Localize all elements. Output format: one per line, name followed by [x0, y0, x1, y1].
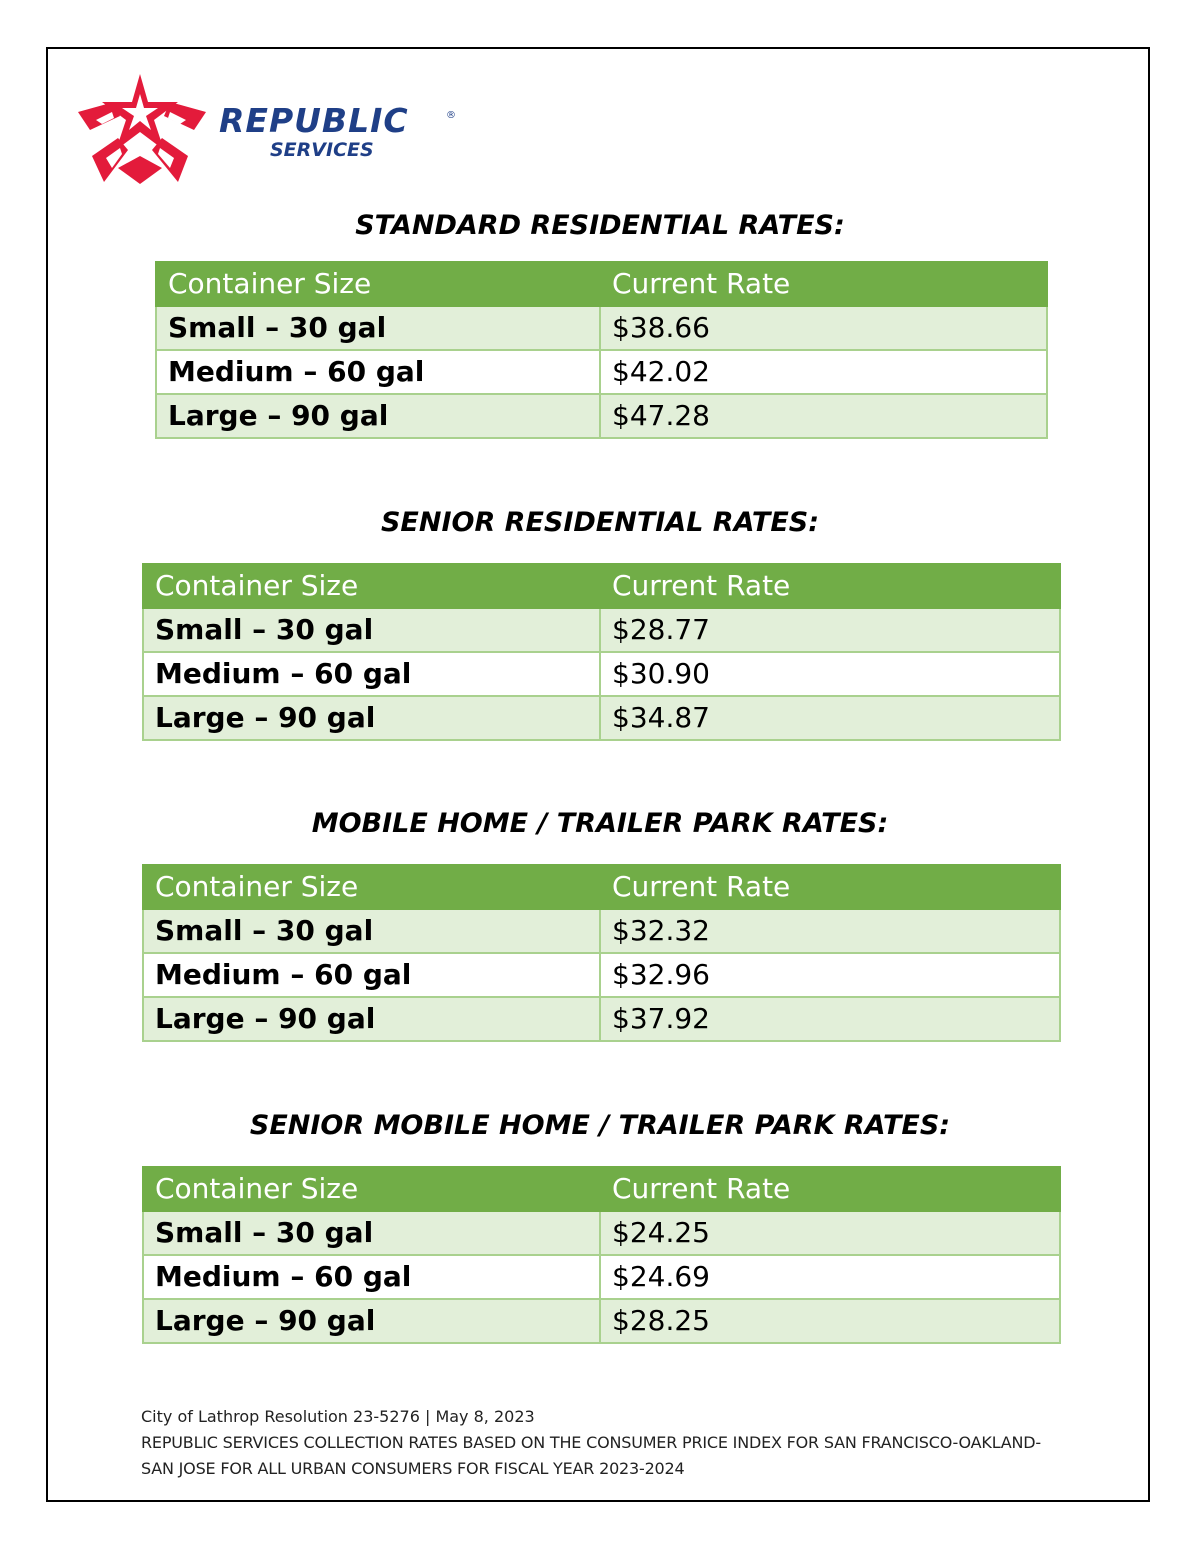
republic-star-logo-icon: [74, 72, 209, 187]
container-size-cell: Large – 90 gal: [143, 1299, 600, 1343]
table-header-row: [156, 262, 1047, 306]
brand-sub: SERVICES: [270, 139, 374, 161]
table-header-row: [143, 1167, 1060, 1211]
section-title-senior-mobile-home: SENIOR MOBILE HOME / TRAILER PARK RATES:: [249, 1110, 951, 1141]
container-size-cell: Medium – 60 gal: [156, 350, 600, 394]
section-title-senior: SENIOR RESIDENTIAL RATES:: [380, 507, 820, 538]
container-size-cell: Medium – 60 gal: [143, 953, 600, 997]
rate-cell: $38.66: [600, 306, 1047, 350]
table-row: [143, 953, 1060, 997]
container-size-cell: Large – 90 gal: [156, 394, 600, 438]
rate-cell: $28.25: [600, 1299, 1060, 1343]
rate-cell: $42.02: [600, 350, 1047, 394]
table-header-row: [143, 865, 1060, 909]
header-container-size: Container Size: [156, 262, 600, 306]
table-row: [143, 608, 1060, 652]
container-size-cell: Small – 30 gal: [143, 608, 600, 652]
rate-cell: $37.92: [600, 997, 1060, 1041]
brand-name: REPUBLIC: [219, 101, 409, 140]
footer: [141, 1404, 1071, 1482]
rate-cell: $24.25: [600, 1211, 1060, 1255]
rate-cell: $30.90: [600, 652, 1060, 696]
container-size-cell: Small – 30 gal: [156, 306, 600, 350]
registered-mark: ®: [446, 110, 456, 121]
rate-cell: $24.69: [600, 1255, 1060, 1299]
table-row: [156, 350, 1047, 394]
table-header-row: [143, 564, 1060, 608]
rate-cell: $32.96: [600, 953, 1060, 997]
rate-cell: $34.87: [600, 696, 1060, 740]
section-title-standard: STANDARD RESIDENTIAL RATES:: [355, 210, 845, 241]
footer-note: REPUBLIC SERVICES COLLECTION RATES BASED ON THE CONSUMER PRICE INDEX FOR SAN FRANCISCO-OAKLAND-SAN JOSE FOR ALL URBAN CONSUMERS FOR FISCAL YEAR 2023-2024: [141, 1433, 1041, 1478]
section-title-mobile-home: MOBILE HOME / TRAILER PARK RATES:: [311, 808, 889, 839]
container-size-cell: Small – 30 gal: [143, 909, 600, 953]
table-row: [143, 1211, 1060, 1255]
footer-resolution: City of Lathrop Resolution 23-5276 | May 8, 2023: [141, 1407, 535, 1426]
container-size-cell: Medium – 60 gal: [143, 1255, 600, 1299]
rate-cell: $28.77: [600, 608, 1060, 652]
rate-cell: $32.32: [600, 909, 1060, 953]
header-current-rate: Current Rate: [600, 262, 1047, 306]
container-size-cell: Small – 30 gal: [143, 1211, 600, 1255]
container-size-cell: Medium – 60 gal: [143, 652, 600, 696]
table-row: [143, 997, 1060, 1041]
table-row: [156, 306, 1047, 350]
header-container-size: Container Size: [143, 865, 600, 909]
rate-cell: $47.28: [600, 394, 1047, 438]
header-container-size: Container Size: [143, 564, 600, 608]
table-row: [143, 1299, 1060, 1343]
container-size-cell: Large – 90 gal: [143, 997, 600, 1041]
rates-table-mobile-home: [142, 864, 1061, 1042]
header-current-rate: Current Rate: [600, 564, 1060, 608]
container-size-cell: Large – 90 gal: [143, 696, 600, 740]
header-current-rate: Current Rate: [600, 865, 1060, 909]
header-current-rate: Current Rate: [600, 1167, 1060, 1211]
rates-table-senior: [142, 563, 1061, 741]
table-row: [143, 652, 1060, 696]
republic-services-logo: [74, 72, 474, 187]
rates-table-standard: [155, 261, 1048, 439]
table-row: [143, 696, 1060, 740]
table-row: [143, 909, 1060, 953]
table-row: [143, 1255, 1060, 1299]
rates-table-senior-mobile-home: [142, 1166, 1061, 1344]
header-container-size: Container Size: [143, 1167, 600, 1211]
table-row: [156, 394, 1047, 438]
